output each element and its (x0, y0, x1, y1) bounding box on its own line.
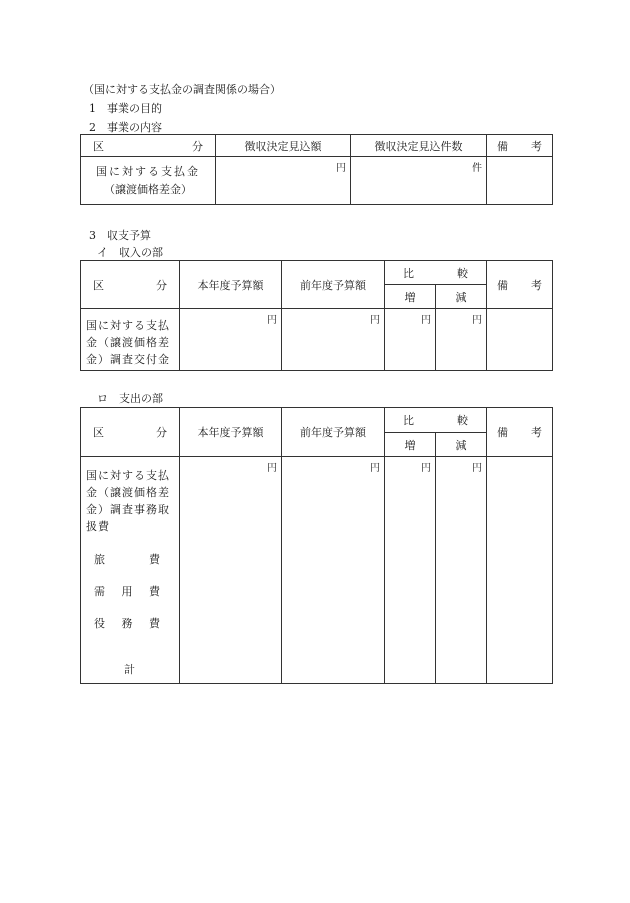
cell-remarks (487, 157, 553, 205)
section-2-title: 2 事業の内容 (89, 121, 162, 134)
section-3-title: 3 収支予算 (89, 229, 151, 242)
row-label-expense: 国に対する支払 金（譲渡価格差 金）調査事務取 扱費 旅 費 需 用 費 役 務 費 計 (81, 457, 180, 684)
header-decrease: 減 (436, 433, 487, 457)
header-previous-budget: 前年度予算額 (282, 261, 385, 309)
item-supplies-expenses: 需 用 費 (94, 585, 160, 598)
header-kubun: 区 分 (81, 261, 180, 309)
cell-current-yen: 円 (180, 309, 282, 371)
cell-decrease-yen: 円 (436, 309, 487, 371)
cell-decrease-yen: 円 (436, 457, 487, 684)
header-increase: 増 (385, 433, 436, 457)
header-collection-count: 徴収決定見込件数 (351, 135, 487, 157)
header-current-budget: 本年度予算額 (180, 261, 282, 309)
item-service-expenses: 役 務 費 (94, 617, 160, 630)
header-decrease: 減 (436, 285, 487, 309)
header-remarks: 備 考 (487, 261, 553, 309)
income-section-title: イ 収入の部 (97, 246, 163, 259)
document-heading: （国に対する支払金の調査関係の場合） (83, 83, 281, 96)
cell-current-yen: 円 (180, 457, 282, 684)
cell-count-ken: 件 (351, 157, 487, 205)
header-previous-budget: 前年度予算額 (282, 408, 385, 457)
cell-remarks (487, 457, 553, 684)
expense-section-title: ロ 支出の部 (97, 392, 163, 405)
item-total: 計 (124, 663, 135, 676)
cell-previous-yen: 円 (282, 309, 385, 371)
row-label-payment: 国に対する支払金 （譲渡価格差金） (81, 157, 216, 205)
cell-increase-yen: 円 (385, 309, 436, 371)
cell-increase-yen: 円 (385, 457, 436, 684)
header-remarks: 備 考 (487, 135, 553, 157)
business-content-table (80, 134, 553, 205)
header-comparison: 比 較 (385, 408, 487, 433)
row-label-income: 国に対する支払 金（譲渡価格差 金）調査交付金 (81, 309, 180, 371)
expense-table (80, 407, 553, 684)
item-travel-expenses: 旅 費 (94, 553, 160, 566)
cell-amount-yen: 円 (216, 157, 351, 205)
header-kubun: 区 分 (81, 135, 216, 157)
header-kubun: 区 分 (81, 408, 180, 457)
header-comparison: 比 較 (385, 261, 487, 285)
cell-remarks (487, 309, 553, 371)
section-1-title: 1 事業の目的 (89, 102, 162, 115)
cell-previous-yen: 円 (282, 457, 385, 684)
header-current-budget: 本年度予算額 (180, 408, 282, 457)
income-table (80, 260, 553, 371)
header-remarks: 備 考 (487, 408, 553, 457)
header-increase: 増 (385, 285, 436, 309)
header-collection-amount: 徴収決定見込額 (216, 135, 351, 157)
